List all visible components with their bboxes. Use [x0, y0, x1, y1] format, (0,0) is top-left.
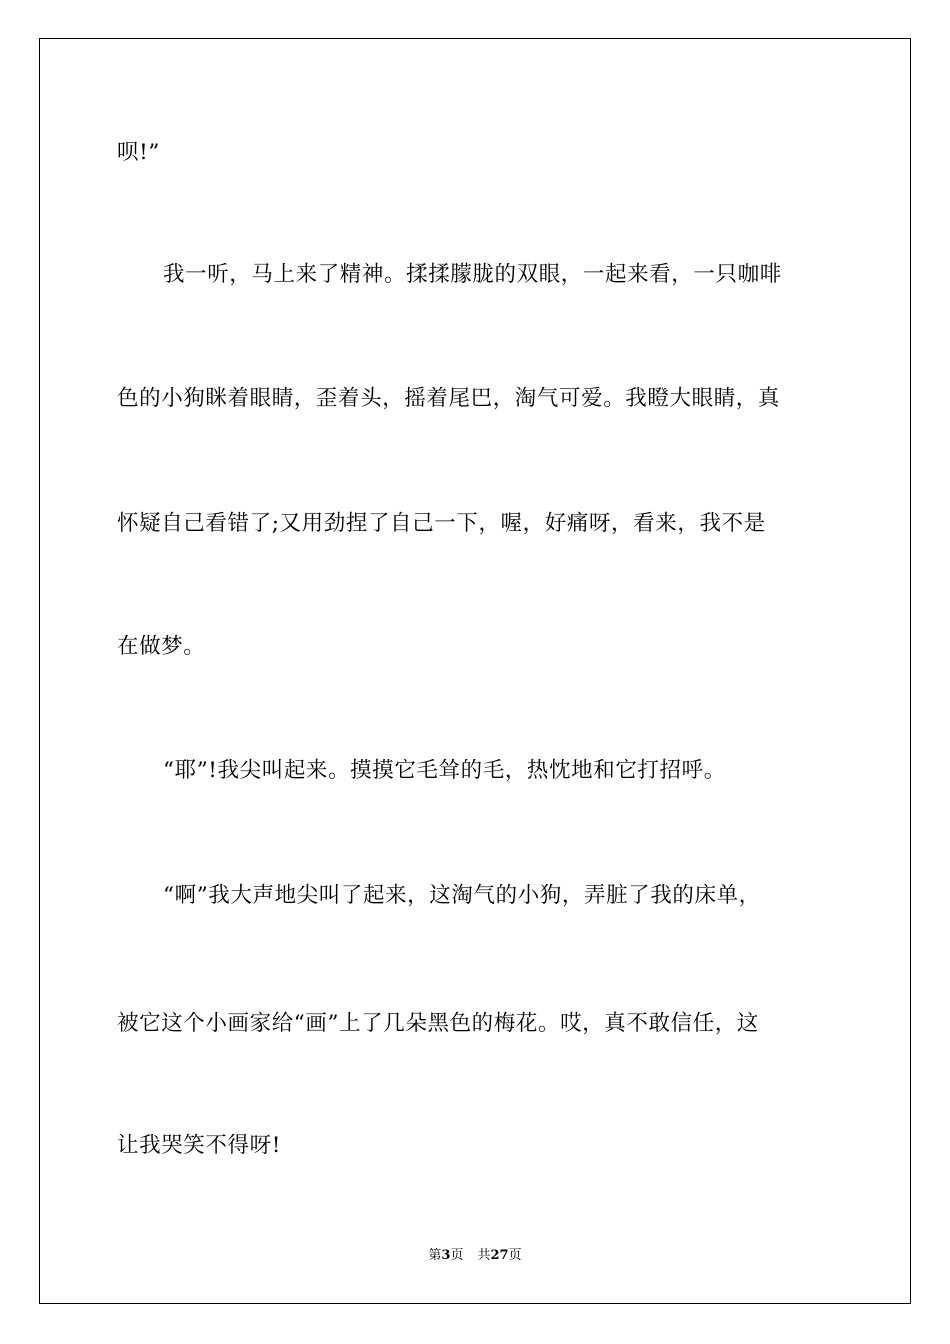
total-prefix: 共: [477, 1248, 491, 1263]
text-line-6: “耶”!我尖叫起来。摸摸它毛耸的毛，热忱地和它打招呼。: [163, 758, 726, 783]
page-number: 3: [441, 1248, 451, 1263]
total-pages: 27: [490, 1248, 509, 1263]
text-line-2: 我一听，马上来了精神。揉揉朦胧的双眼，一起来看，一只咖啡: [163, 262, 782, 287]
text-line-3: 色的小狗眯着眼睛，歪着头，摇着尾巴，淘气可爱。我瞪大眼睛，真: [117, 386, 781, 411]
text-line-7: “啊”我大声地尖叫了起来，这淘气的小狗，弄脏了我的床单，: [163, 883, 761, 908]
text-line-4: 怀疑自己看错了;又用劲捏了自己一下，喔，好痛呀，看来，我不是: [117, 511, 766, 536]
page-border: [39, 38, 911, 1304]
text-line-5: 在做梦。: [117, 634, 206, 659]
total-suffix: 页: [508, 1248, 522, 1263]
page-prefix: 第: [428, 1248, 442, 1263]
page-suffix: 页: [450, 1248, 464, 1263]
text-line-1: 呗!”: [117, 140, 160, 165]
page-footer: [0, 1247, 950, 1265]
text-line-9: 让我哭笑不得呀!: [117, 1133, 281, 1158]
text-line-8: 被它这个小画家给“画”上了几朵黑色的梅花。哎，真不敢信任，这: [117, 1011, 759, 1036]
